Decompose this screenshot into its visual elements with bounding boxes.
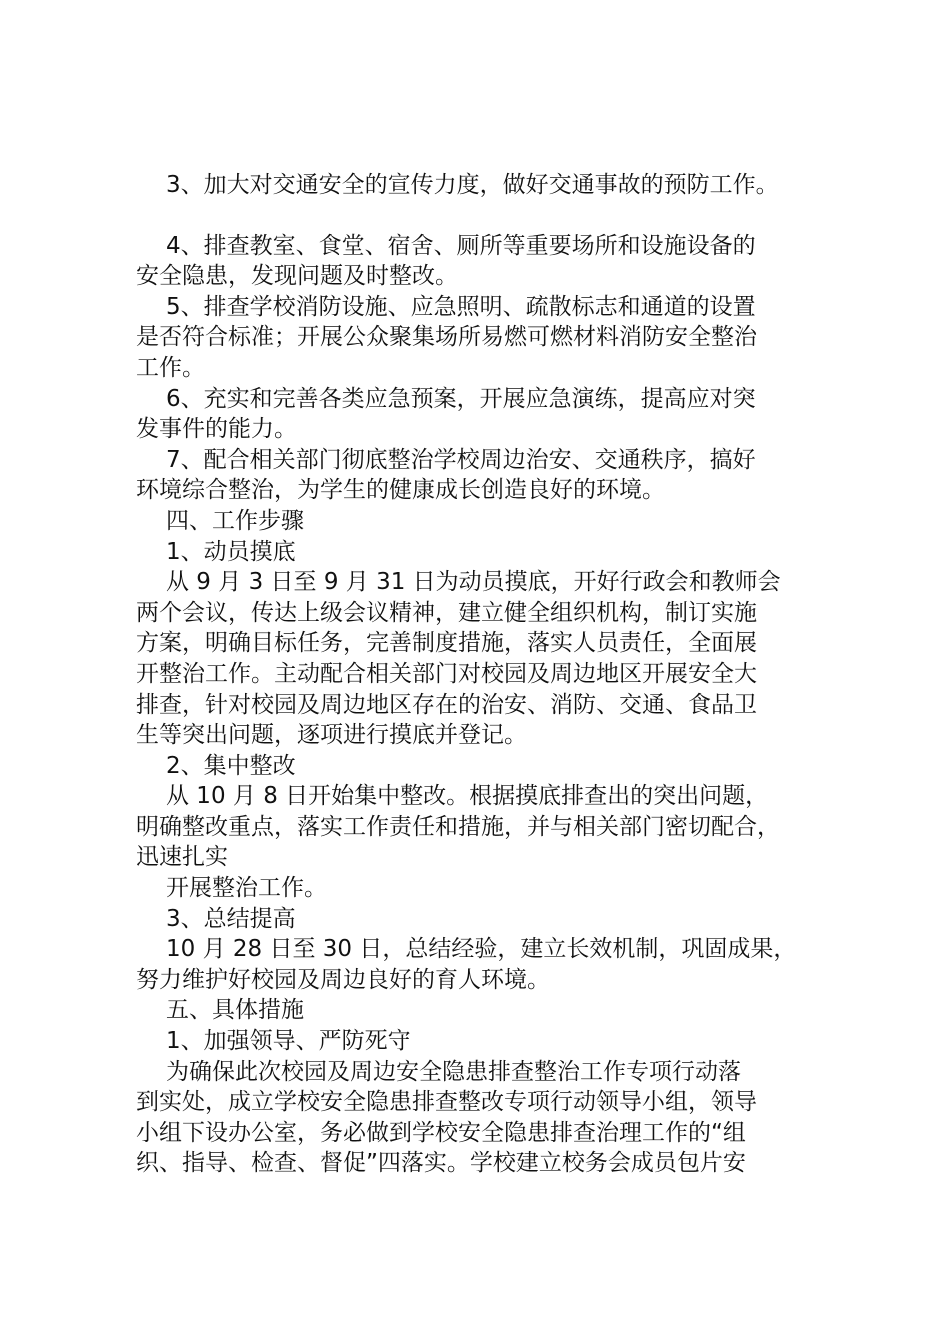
text-line: 5、排查学校消防设施、应急照明、疏散标志和通道的设置 [166, 293, 756, 320]
text-line: 两个会议，传达上级会议精神，建立健全组织机构，制订实施 [136, 599, 757, 626]
text-line: 明确整改重点，落实工作责任和措施，并与相关部门密切配合， [136, 813, 780, 840]
text-line: 是否符合标准；开展公众聚集场所易燃可燃材料消防安全整治 [136, 324, 757, 351]
text-line: 开整治工作。主动配合相关部门对校园及周边地区开展安全大 [136, 660, 757, 687]
text-line: 努力维护好校园及周边良好的育人环境。 [136, 966, 550, 993]
text-line: 从 9 月 3 日至 9 月 31 日为动员摸底，开好行政会和教师会 [166, 569, 781, 596]
text-line: 3、加大对交通安全的宣传力度，做好交通事故的预防工作。 [166, 172, 779, 198]
text-line: 4、排查教室、食堂、宿舍、厕所等重要场所和设施设备的 [166, 232, 756, 259]
text-line: 6、充实和完善各类应急预案，开展应急演练，提高应对突 [166, 385, 756, 412]
text-line: 7、配合相关部门彻底整治学校周边治安、交通秩序，搞好 [166, 446, 756, 473]
text-line: 1、加强领导、严防死守 [166, 1028, 411, 1055]
text-line: 为确保此次校园及周边安全隐患排查整治工作专项行动落 [166, 1058, 741, 1085]
text-line: 开展整治工作。 [166, 875, 327, 902]
text-line: 生等突出问题，逐项进行摸底并登记。 [136, 722, 527, 749]
text-line: 环境综合整治，为学生的健康成长创造良好的环境。 [136, 477, 665, 504]
text-line: 到实处，成立学校安全隐患排查整改专项行动领导小组，领导 [136, 1089, 757, 1116]
text-line: 工作。 [136, 354, 205, 381]
text-line: 方案，明确目标任务，完善制度措施，落实人员责任，全面展 [136, 630, 757, 657]
text-line: 迅速扎实 [136, 844, 228, 871]
text-line: 织、指导、检查、督促”四落实。学校建立校务会成员包片安 [136, 1150, 746, 1177]
document-body [136, 170, 848, 1179]
paragraph-gap [136, 201, 848, 231]
text-line: 从 10 月 8 日开始集中整改。根据摸底排查出的突出问题， [166, 783, 769, 810]
text-line: 小组下设办公室，务必做到学校安全隐患排查治理工作的“组 [136, 1119, 746, 1146]
text-line: 发事件的能力。 [136, 416, 297, 443]
text-line: 10 月 28 日至 30 日，总结经验，建立长效机制，巩固成果， [166, 936, 797, 963]
text-line: 3、总结提高 [166, 905, 296, 932]
text-line: 四、工作步骤 [166, 507, 304, 534]
text-line: 2、集中整改 [166, 752, 296, 779]
text-line: 安全隐患，发现问题及时整改。 [136, 263, 458, 290]
text-line: 排查，针对校园及周边地区存在的治安、消防、交通、食品卫 [136, 691, 757, 718]
text-line: 1、动员摸底 [166, 538, 296, 565]
text-line: 五、具体措施 [166, 997, 304, 1024]
